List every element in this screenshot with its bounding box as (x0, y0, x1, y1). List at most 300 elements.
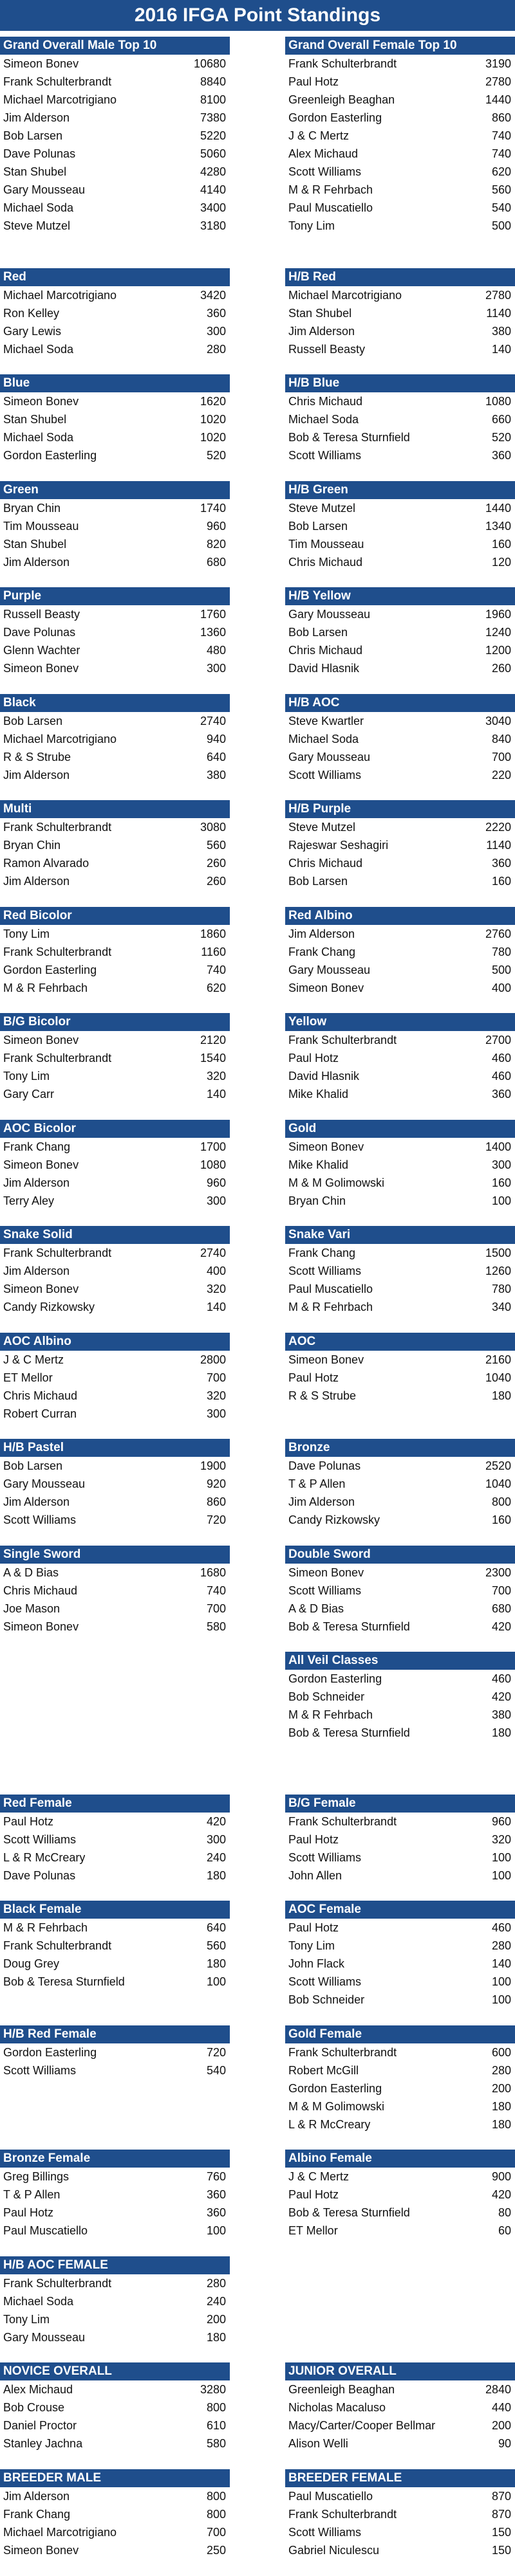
standing-row (285, 1937, 515, 1955)
entrant-name: Gary Mousseau (3, 2331, 86, 2344)
points-value: 300 (206, 325, 226, 338)
points-value: 1140 (486, 307, 511, 320)
points-value: 320 (491, 1833, 511, 1846)
standing-row (285, 1262, 515, 1280)
points-value: 800 (206, 2490, 226, 2503)
points-value: 800 (491, 1495, 511, 1508)
points-value: 240 (206, 1851, 226, 1864)
standing-row (0, 499, 230, 517)
entrant-name: Jim Alderson (3, 1176, 70, 1189)
entrant-name: Gordon Easterling (288, 1672, 382, 1685)
entrant-name: Frank Chang (288, 1247, 356, 1259)
points-value: 870 (491, 2508, 511, 2521)
points-value: 1200 (485, 644, 511, 657)
entrant-name: Bob Crouse (3, 2401, 65, 2414)
entrant-name: R & S Strube (288, 1389, 357, 1402)
entrant-name: Dave Polunas (3, 1869, 76, 1882)
points-value: 10680 (193, 57, 226, 70)
entrant-name: Michael Soda (3, 2295, 74, 2308)
standing-row (285, 2416, 515, 2434)
points-value: 1680 (200, 1566, 226, 1579)
points-value: 1500 (485, 1247, 511, 1259)
entrant-name: Simeon Bonev (3, 1034, 79, 1046)
points-value: 360 (491, 1088, 511, 1101)
standing-row (0, 1280, 230, 1298)
section-header: H/B Blue (285, 374, 515, 392)
points-value: 200 (206, 2313, 226, 2326)
entrant-name: Mike Khalid (288, 1088, 349, 1101)
entrant-name: Jim Alderson (3, 875, 70, 888)
points-value: 1020 (200, 431, 226, 444)
section-header: Snake Vari (285, 1226, 515, 1244)
standing-row (0, 1831, 230, 1849)
standing-row (285, 1244, 515, 1262)
points-value: 180 (206, 1957, 226, 1970)
entrant-name: Doug Grey (3, 1957, 60, 1970)
standing-row (0, 2061, 230, 2079)
points-value: 300 (206, 662, 226, 675)
standing-row (285, 2115, 515, 2133)
entrant-name: Rajeswar Seshagiri (288, 839, 389, 852)
points-value: 400 (491, 982, 511, 994)
standing-row (285, 1387, 515, 1405)
points-value: 280 (206, 2277, 226, 2290)
section-header: Gold Female (285, 2025, 515, 2043)
standing-row (0, 623, 230, 641)
entrant-name: M & R Fehrbach (3, 982, 88, 994)
section-header: Gold (285, 1120, 515, 1138)
entrant-name: Bryan Chin (3, 839, 61, 852)
standing-row (285, 2434, 515, 2453)
points-value: 1620 (200, 395, 226, 408)
entrant-name: M & R Fehrbach (288, 1708, 373, 1721)
entrant-name: Paul Muscatiello (288, 201, 373, 214)
points-value: 5060 (200, 147, 226, 160)
points-value: 800 (206, 2401, 226, 2414)
entrant-name: Frank Chang (3, 2508, 71, 2521)
standing-row (285, 818, 515, 836)
standing-row (285, 2043, 515, 2061)
points-value: 340 (491, 1301, 511, 1313)
section-header: Grand Overall Female Top 10 (285, 37, 515, 55)
standing-row (0, 2541, 230, 2559)
points-value: 580 (206, 1620, 226, 1633)
entrant-name: Michael Marcotrigiano (288, 289, 402, 302)
standing-row (0, 1369, 230, 1387)
points-value: 4140 (200, 183, 226, 196)
points-value: 320 (206, 1283, 226, 1295)
standing-row (285, 1849, 515, 1867)
standing-row (0, 199, 230, 217)
points-value: 520 (206, 449, 226, 462)
entrant-name: Jim Alderson (288, 325, 355, 338)
standing-row (0, 286, 230, 304)
section-header: H/B AOC FEMALE (0, 2256, 230, 2274)
entrant-name: Steve Mutzel (288, 821, 356, 834)
points-value: 260 (206, 875, 226, 888)
points-value: 300 (206, 1194, 226, 1207)
standing-row (285, 854, 515, 872)
entrant-name: Paul Hotz (288, 75, 339, 88)
points-value: 820 (206, 538, 226, 551)
section-header: H/B Pastel (0, 1439, 230, 1457)
entrant-name: Scott Williams (3, 1833, 77, 1846)
section-header: Grand Overall Male Top 10 (0, 37, 230, 55)
section-header: B/G Female (285, 1795, 515, 1813)
entrant-name: Bob Larsen (288, 520, 348, 533)
entrant-name: Alison Welli (288, 2437, 348, 2450)
section-header: Black (0, 694, 230, 712)
standing-row (285, 925, 515, 943)
section-header: NOVICE OVERALL (0, 2362, 230, 2380)
entrant-name: Simeon Bonev (3, 1620, 79, 1633)
points-value: 500 (491, 964, 511, 976)
entrant-name: Daniel Proctor (3, 2419, 77, 2432)
entrant-name: David Hlasnik (288, 1070, 360, 1082)
points-value: 360 (491, 449, 511, 462)
standing-row (0, 1192, 230, 1210)
section-black-female (0, 1901, 230, 1991)
standing-row (285, 2380, 515, 2398)
points-value: 7380 (200, 111, 226, 124)
standing-row (0, 1493, 230, 1511)
section-purple (0, 587, 230, 677)
standing-row (0, 605, 230, 623)
points-value: 2120 (200, 1034, 226, 1046)
standing-row (285, 1351, 515, 1369)
entrant-name: Michael Soda (3, 343, 74, 356)
points-value: 3400 (200, 201, 226, 214)
standing-row (0, 2186, 230, 2204)
standing-row (285, 553, 515, 571)
points-value: 2740 (200, 1247, 226, 1259)
section-single-sword (0, 1546, 230, 1636)
points-value: 860 (206, 1495, 226, 1508)
section-aoc (285, 1333, 515, 1405)
standing-row (0, 446, 230, 464)
entrant-name: Scott Williams (288, 1584, 362, 1597)
entrant-name: Gordon Easterling (3, 449, 97, 462)
standing-row (285, 499, 515, 517)
points-value: 780 (491, 1283, 511, 1295)
standing-row (0, 517, 230, 535)
points-value: 2780 (485, 289, 511, 302)
points-value: 320 (206, 1389, 226, 1402)
points-value: 620 (206, 982, 226, 994)
standing-row (285, 2168, 515, 2186)
points-value: 80 (498, 2206, 511, 2219)
entrant-name: M & R Fehrbach (3, 1921, 88, 1934)
standing-row (0, 659, 230, 677)
points-value: 420 (491, 1690, 511, 1703)
entrant-name: Gary Mousseau (288, 608, 371, 621)
entrant-name: Michael Marcotrigiano (3, 2526, 117, 2539)
section-snake-vari (285, 1226, 515, 1316)
points-value: 3420 (200, 289, 226, 302)
page-title: 2016 IFGA Point Standings (0, 0, 515, 31)
points-value: 560 (206, 839, 226, 852)
points-value: 2840 (485, 2383, 511, 2396)
section-bronze (285, 1439, 515, 1529)
standing-row (285, 286, 515, 304)
standing-row (285, 91, 515, 109)
points-value: 380 (206, 769, 226, 781)
points-value: 360 (206, 2188, 226, 2201)
entrant-name: Chris Michaud (3, 1584, 78, 1597)
points-value: 140 (491, 343, 511, 356)
entrant-name: Frank Schulterbrandt (3, 1052, 112, 1064)
entrant-name: Paul Hotz (288, 1833, 339, 1846)
points-value: 380 (491, 325, 511, 338)
standing-row (0, 2380, 230, 2398)
standing-row (285, 1280, 515, 1298)
section-header: H/B Green (285, 481, 515, 499)
entrant-name: Paul Hotz (3, 1815, 54, 1828)
section-header: Double Sword (285, 1546, 515, 1564)
standing-row (285, 2204, 515, 2222)
entrant-name: Michael Soda (288, 733, 359, 745)
entrant-name: Simeon Bonev (288, 1566, 364, 1579)
entrant-name: Paul Muscatiello (3, 2224, 88, 2237)
standing-row (285, 1031, 515, 1049)
points-value: 480 (206, 644, 226, 657)
standing-row (285, 446, 515, 464)
entrant-name: Dave Polunas (3, 626, 76, 639)
section-header: Bronze Female (0, 2150, 230, 2168)
standing-row (0, 410, 230, 428)
entrant-name: Gordon Easterling (288, 2082, 382, 2095)
entrant-name: Paul Muscatiello (288, 1283, 373, 1295)
section-header: Black Female (0, 1901, 230, 1919)
entrant-name: Nicholas Macaluso (288, 2401, 386, 2414)
entrant-name: John Allen (288, 1869, 342, 1882)
standing-row (285, 322, 515, 340)
section-header: Albino Female (285, 2150, 515, 2168)
entrant-name: Frank Schulterbrandt (3, 75, 112, 88)
entrant-name: Paul Hotz (3, 2206, 54, 2219)
standing-row (0, 91, 230, 109)
standing-row (285, 340, 515, 358)
entrant-name: Chris Michaud (288, 556, 363, 569)
entrant-name: Bryan Chin (288, 1194, 346, 1207)
entrant-name: Greg Billings (3, 2170, 70, 2183)
section-header: H/B Red (285, 268, 515, 286)
entrant-name: Jim Alderson (3, 2490, 70, 2503)
entrant-name: Chris Michaud (288, 644, 363, 657)
entrant-name: Scott Williams (288, 449, 362, 462)
entrant-name: Jim Alderson (288, 1495, 355, 1508)
points-value: 460 (491, 1052, 511, 1064)
points-value: 160 (491, 875, 511, 888)
entrant-name: Bob Larsen (3, 129, 63, 142)
section-blue (0, 374, 230, 464)
points-value: 1080 (485, 395, 511, 408)
points-value: 200 (491, 2082, 511, 2095)
entrant-name: Gary Lewis (3, 325, 62, 338)
standing-row (285, 641, 515, 659)
section-header: Yellow (285, 1013, 515, 1031)
points-value: 1860 (200, 927, 226, 940)
points-value: 740 (491, 129, 511, 142)
standing-row (285, 1156, 515, 1174)
points-value: 1700 (200, 1140, 226, 1153)
entrant-name: Bob & Teresa Sturnfield (288, 2206, 410, 2219)
entrant-name: Tony Lim (3, 927, 50, 940)
points-value: 140 (206, 1301, 226, 1313)
entrant-name: J & C Mertz (288, 2170, 350, 2183)
standing-row (285, 2541, 515, 2559)
entrant-name: Robert Curran (3, 1407, 77, 1420)
points-value: 2160 (485, 1353, 511, 1366)
standing-row (285, 1706, 515, 1724)
section-multi (0, 800, 230, 890)
entrant-name: Gary Carr (3, 1088, 55, 1101)
standing-row (0, 1600, 230, 1618)
standing-row (0, 1156, 230, 1174)
points-value: 300 (491, 1158, 511, 1171)
points-value: 1900 (200, 1459, 226, 1472)
standing-row (285, 199, 515, 217)
points-value: 610 (206, 2419, 226, 2432)
standing-row (285, 1670, 515, 1688)
section-red-bicolor (0, 907, 230, 997)
points-value: 1340 (485, 520, 511, 533)
standing-row (0, 55, 230, 73)
standing-row (285, 2186, 515, 2204)
points-value: 800 (206, 2508, 226, 2521)
standing-row (0, 73, 230, 91)
entrant-name: R & S Strube (3, 751, 71, 763)
entrant-name: Frank Chang (3, 1140, 71, 1153)
points-value: 560 (491, 183, 511, 196)
points-value: 1740 (200, 502, 226, 515)
entrant-name: J & C Mertz (3, 1353, 64, 1366)
standing-row (285, 1831, 515, 1849)
entrant-name: Russell Beasty (288, 343, 366, 356)
entrant-name: Michael Soda (3, 431, 74, 444)
standing-row (285, 659, 515, 677)
section-novice (0, 2362, 230, 2453)
standing-row (285, 1919, 515, 1937)
points-value: 180 (491, 1389, 511, 1402)
points-value: 1260 (485, 1265, 511, 1277)
entrant-name: Glenn Wachter (3, 644, 80, 657)
standing-row (0, 943, 230, 961)
points-value: 1760 (200, 608, 226, 621)
standing-row (285, 2061, 515, 2079)
section-header: AOC Bicolor (0, 1120, 230, 1138)
standing-row (0, 1475, 230, 1493)
standing-row (0, 2505, 230, 2523)
entrant-name: Candy Rizkowsky (288, 1513, 380, 1526)
standing-row (285, 872, 515, 890)
standing-row (285, 73, 515, 91)
entrant-name: Alex Michaud (3, 2383, 73, 2396)
standing-row (0, 1049, 230, 1067)
standing-row (0, 854, 230, 872)
points-value: 60 (498, 2224, 511, 2237)
section-header: H/B AOC (285, 694, 515, 712)
entrant-name: Frank Schulterbrandt (288, 1815, 397, 1828)
entrant-name: Greenleigh Beaghan (288, 2383, 395, 2396)
points-value: 460 (491, 1672, 511, 1685)
standing-row (0, 2274, 230, 2292)
points-value: 680 (491, 1602, 511, 1615)
points-value: 1360 (200, 626, 226, 639)
points-value: 280 (206, 343, 226, 356)
standing-row (285, 2222, 515, 2240)
section-hb-green (285, 481, 515, 571)
points-value: 680 (206, 556, 226, 569)
points-value: 90 (498, 2437, 511, 2450)
standing-row (0, 1298, 230, 1316)
entrant-name: A & D Bias (288, 1602, 344, 1615)
entrant-name: Frank Chang (288, 945, 356, 958)
entrant-name: Stanley Jachna (3, 2437, 83, 2450)
section-aoc-albino (0, 1333, 230, 1423)
points-value: 140 (491, 1957, 511, 1970)
standing-row (285, 1369, 515, 1387)
points-value: 260 (491, 662, 511, 675)
points-value: 1400 (485, 1140, 511, 1153)
section-header: Red Bicolor (0, 907, 230, 925)
standing-row (285, 1493, 515, 1511)
standing-row (285, 1457, 515, 1475)
points-value: 740 (491, 147, 511, 160)
entrant-name: Bob Schneider (288, 1993, 365, 2006)
standing-row (0, 1405, 230, 1423)
entrant-name: Stan Shubel (3, 538, 67, 551)
standing-row (285, 1138, 515, 1156)
section-hb-pastel (0, 1439, 230, 1529)
entrant-name: Bob & Teresa Sturnfield (288, 431, 410, 444)
section-black (0, 694, 230, 784)
entrant-name: M & R Fehrbach (288, 1301, 373, 1313)
section-hb-purple (285, 800, 515, 890)
entrant-name: Simeon Bonev (3, 395, 79, 408)
entrant-name: Jim Alderson (3, 1495, 70, 1508)
section-hb-aoc (285, 694, 515, 784)
points-value: 440 (491, 2401, 511, 2414)
standing-row (0, 340, 230, 358)
standing-row (0, 1244, 230, 1262)
points-value: 740 (206, 1584, 226, 1597)
entrant-name: ET Mellor (288, 2224, 338, 2237)
entrant-name: Simeon Bonev (288, 982, 364, 994)
section-grand-female (285, 37, 515, 235)
standing-row (285, 2097, 515, 2115)
points-value: 1240 (485, 626, 511, 639)
standing-row (285, 1688, 515, 1706)
entrant-name: Tim Mousseau (288, 538, 364, 551)
standing-row (0, 2398, 230, 2416)
entrant-name: Terry Aley (3, 1194, 55, 1207)
entrant-name: Frank Schulterbrandt (3, 821, 112, 834)
entrant-name: Paul Hotz (288, 2188, 339, 2201)
section-breeder-male (0, 2469, 230, 2559)
points-value: 1020 (200, 413, 226, 426)
entrant-name: Paul Hotz (288, 1921, 339, 1934)
standing-row (0, 766, 230, 784)
entrant-name: Frank Schulterbrandt (288, 2508, 397, 2521)
standing-row (0, 127, 230, 145)
standing-row (285, 217, 515, 235)
points-value: 100 (491, 1975, 511, 1988)
points-value: 420 (206, 1815, 226, 1828)
standing-row (0, 2168, 230, 2186)
entrant-name: Simeon Bonev (288, 1140, 364, 1153)
entrant-name: Frank Schulterbrandt (3, 945, 112, 958)
